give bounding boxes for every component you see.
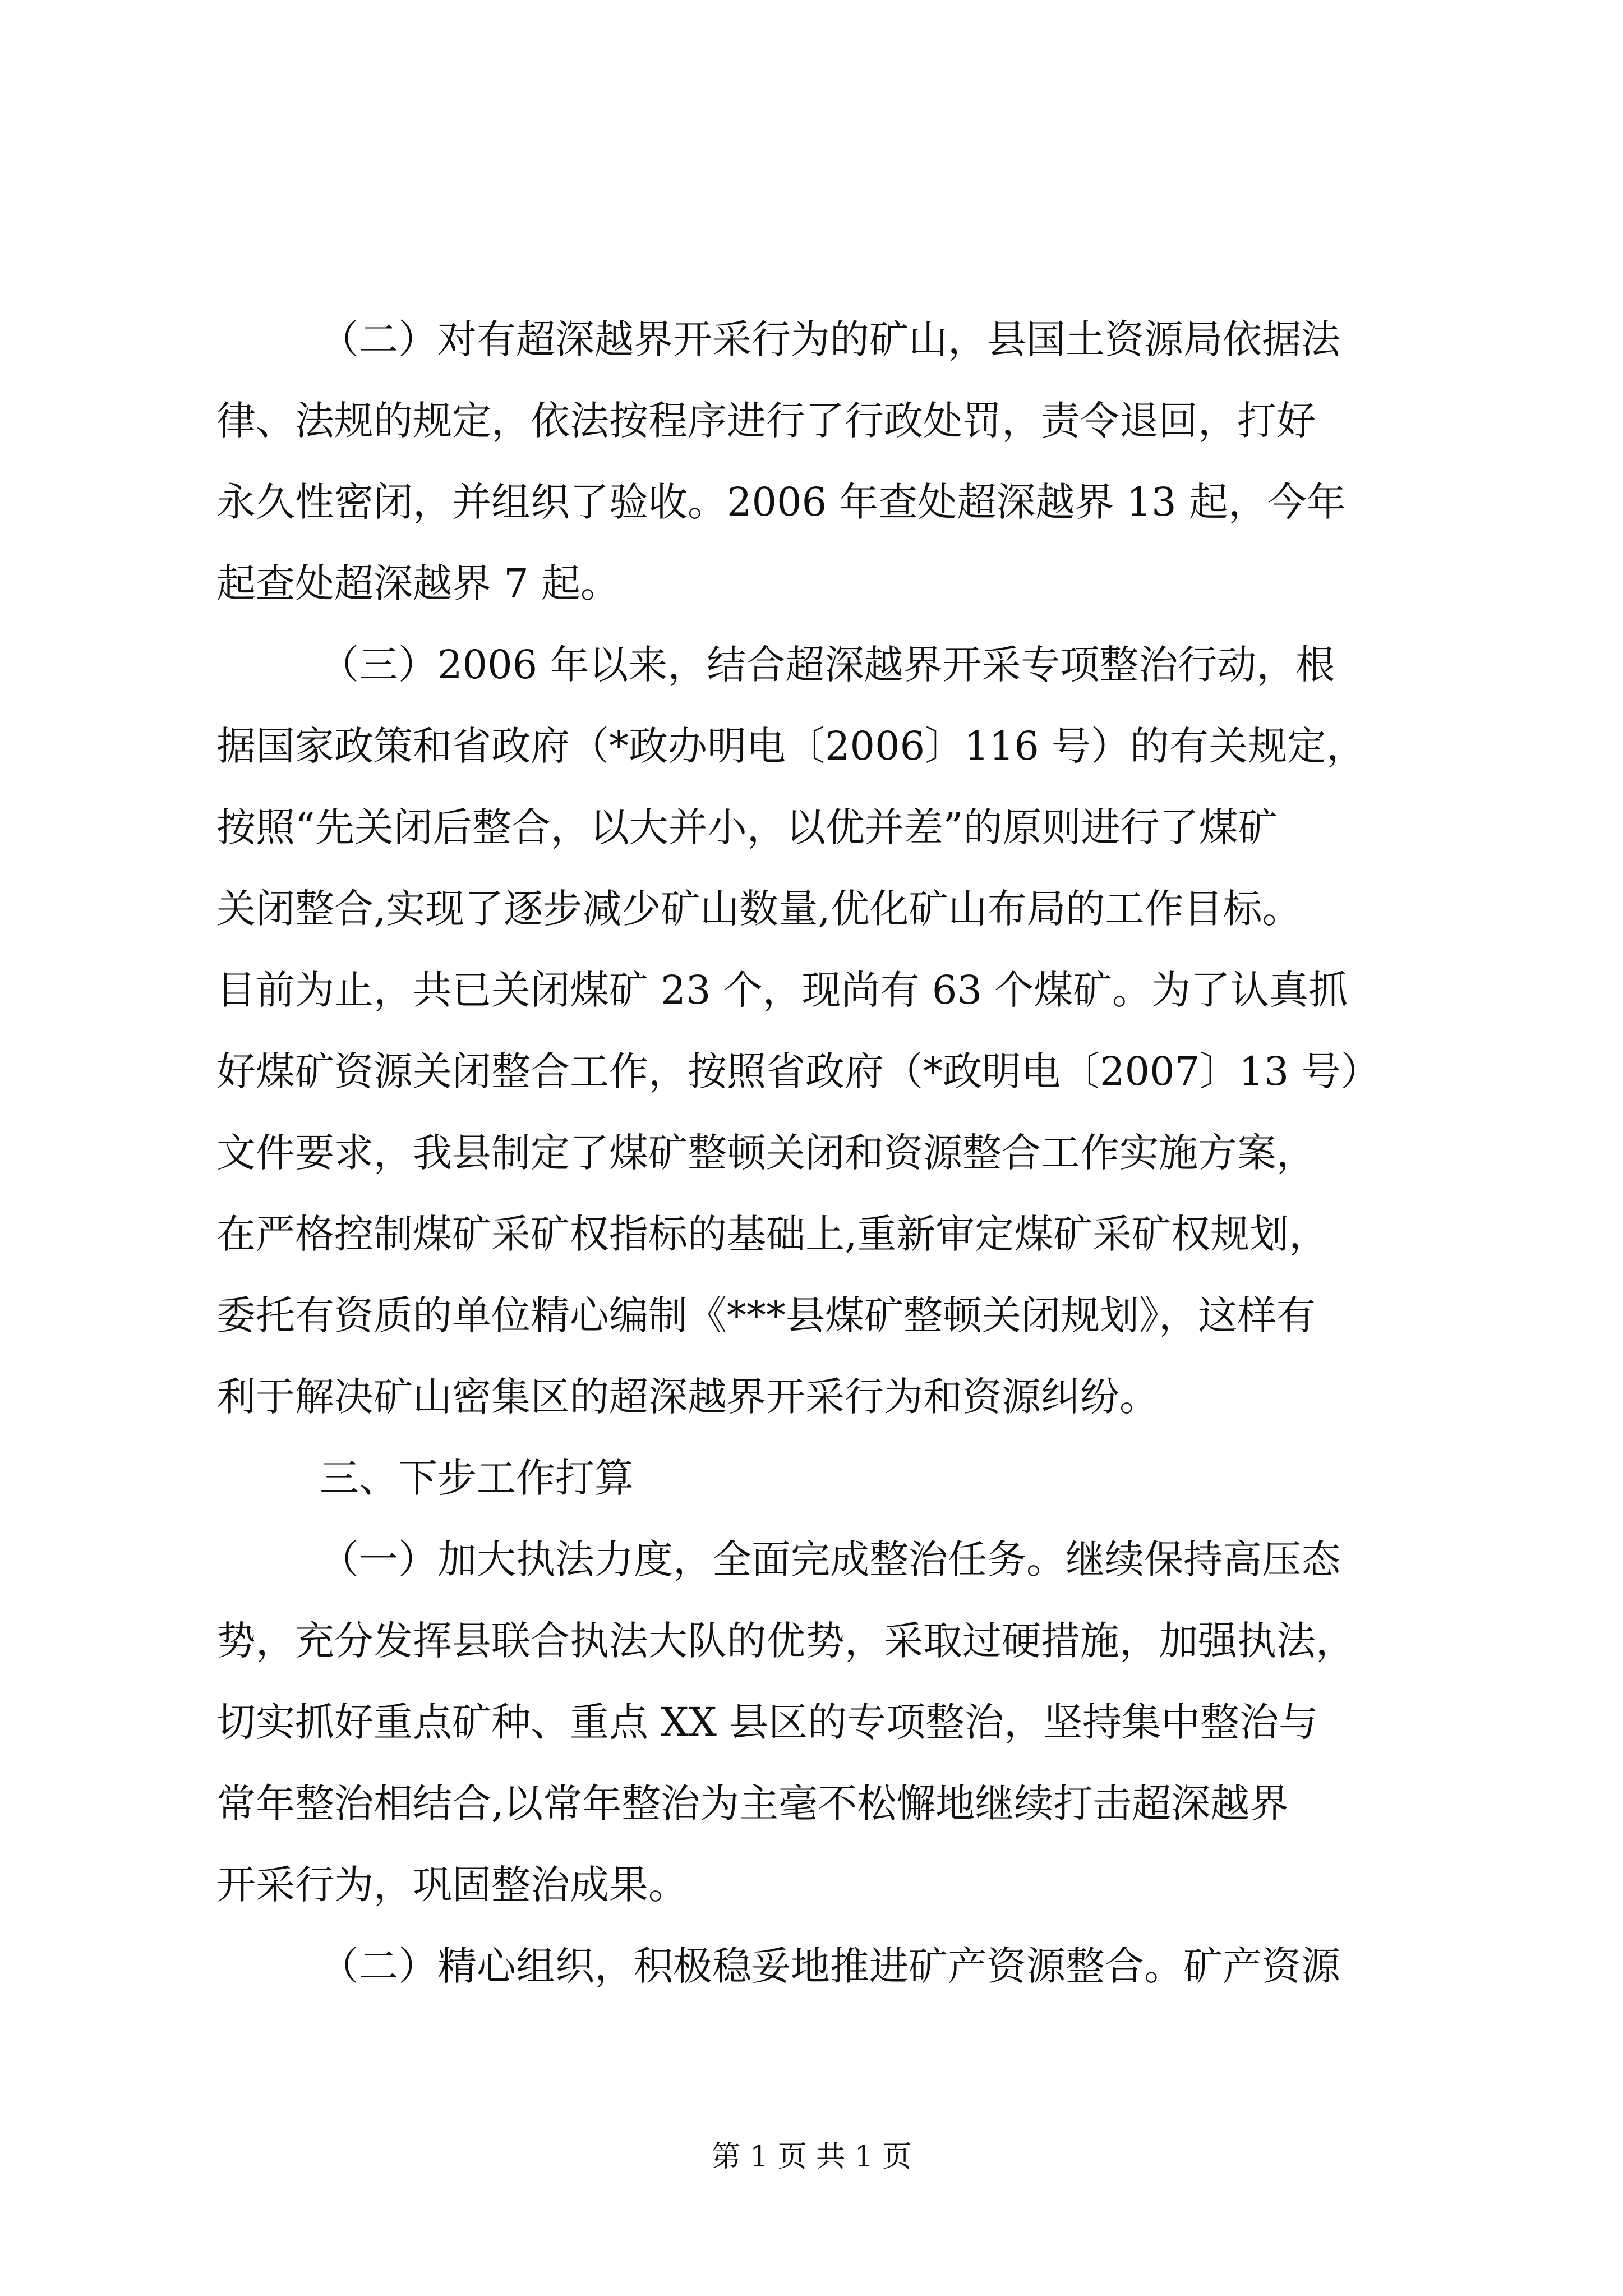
body-line: （三）2006 年以来，结合超深越界开采专项整治行动，根: [320, 642, 1335, 688]
body-line: 在严格控制煤矿采矿权指标的基础上,重新审定煤矿采矿权规划，: [216, 1211, 1329, 1257]
body-line: 常年整治相结合,以常年整治为主毫不松懈地继续打击超深越界: [216, 1780, 1289, 1826]
page-footer: 第 1 页 共 1 页: [711, 2140, 912, 2174]
body-line: 关闭整合,实现了逐步减少矿山数量,优化矿山布局的工作目标。: [216, 886, 1302, 932]
body-line: 切实抓好重点矿种、重点 XX 县区的专项整治，坚持集中整治与: [216, 1699, 1318, 1745]
body-line: （二）对有超深越界开采行为的矿山，县国土资源局依据法: [320, 316, 1340, 362]
body-line: 好煤矿资源关闭整合工作，按照省政府（*政明电〔2007〕13 号）: [216, 1048, 1380, 1094]
body-line: 开采行为，巩固整治成果。: [216, 1862, 688, 1908]
body-line: （一）加大执法力度，全面完成整治任务。继续保持高压态: [320, 1536, 1340, 1582]
body-line: 按照“先关闭后整合，以大并小，以优并差”的原则进行了煤矿: [216, 804, 1278, 850]
body-line: 文件要求，我县制定了煤矿整顿关闭和资源整合工作实施方案，: [216, 1130, 1316, 1176]
body-line: 委托有资质的单位精心编制《***县煤矿整顿关闭规划》，这样有: [216, 1292, 1316, 1338]
body-line: 利于解决矿山密集区的超深越界开采行为和资源纠纷。: [216, 1374, 1159, 1420]
section-heading: 三、下步工作打算: [320, 1455, 634, 1501]
body-line: 永久性密闭，并组织了验收。2006 年查处超深越界 13 起，今年: [216, 479, 1346, 525]
body-line: 目前为止，共已关闭煤矿 23 个，现尚有 63 个煤矿。为了认真抓: [216, 967, 1348, 1013]
body-line: 势，充分发挥县联合执法大队的优势，采取过硬措施，加强执法，: [216, 1618, 1355, 1664]
body-line: （二）精心组织，积极稳妥地推进矿产资源整合。矿产资源: [320, 1943, 1340, 1989]
body-line: 律、法规的规定，依法按程序进行了行政处罚，责令退回，打好: [216, 398, 1316, 444]
body-line: 起查处超深越界 7 起。: [216, 560, 620, 606]
body-line: 据国家政策和省政府（*政办明电〔2006〕116 号）的有关规定，: [216, 723, 1366, 769]
